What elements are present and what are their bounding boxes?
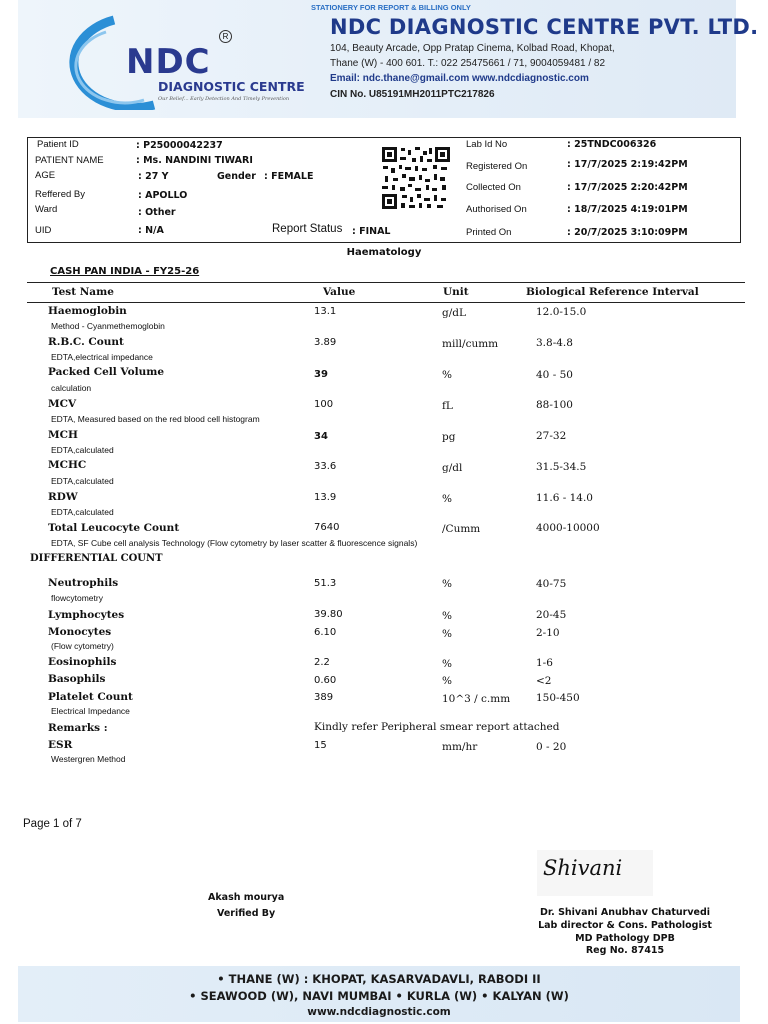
test-reference: 2-10 xyxy=(536,627,560,639)
test-name: RDW xyxy=(48,491,78,503)
remarks-value: Kindly refer Peripheral smear report attached xyxy=(314,721,560,733)
doctor-name: Dr. Shivani Anubhav Chaturvedi xyxy=(539,907,711,918)
test-name: MCHC xyxy=(48,459,87,471)
company-name: NDC DIAGNOSTIC CENTRE PVT. LTD. xyxy=(330,15,759,39)
test-name: ESR xyxy=(48,739,73,751)
test-name: Total Leucocyte Count xyxy=(48,522,180,534)
logo-subtitle: DIAGNOSTIC CENTRE xyxy=(158,79,305,94)
collected-on-value: : 17/7/2025 2:20:42PM xyxy=(567,182,688,193)
test-name: MCV xyxy=(48,398,77,410)
test-reference: 20-45 xyxy=(536,609,567,621)
test-method: Westergren Method xyxy=(51,754,126,764)
address-line-2: Thane (W) - 400 601. T.: 022 25475661 / 71, 9004059481 / 82 xyxy=(330,58,606,69)
ward-value: : Other xyxy=(138,207,176,218)
patient-id-label: Patient ID xyxy=(37,139,79,150)
uid-value: : N/A xyxy=(138,225,164,236)
column-value: Value xyxy=(323,286,356,298)
test-name: Neutrophils xyxy=(48,577,119,589)
test-name: Packed Cell Volume xyxy=(48,366,165,378)
registered-on-value: : 17/7/2025 2:19:42PM xyxy=(567,159,688,170)
test-unit: 10^3 / c.mm xyxy=(442,693,511,705)
test-method: flowcytometry xyxy=(51,593,103,603)
test-value: 3.89 xyxy=(314,337,337,348)
test-reference: 3.8-4.8 xyxy=(536,337,573,349)
test-reference: <2 xyxy=(536,675,552,687)
doctor-reg-number: Reg No. 87415 xyxy=(585,945,665,956)
branches-line-2: • SEAWOOD (W), NAVI MUMBAI • KURLA (W) • KALYAN (W) xyxy=(189,989,569,1003)
logo-tagline: Our Belief... Early Detection And Timely Prevention xyxy=(158,96,290,102)
column-reference: Biological Reference Interval xyxy=(526,286,699,298)
authorised-on-label: Authorised On xyxy=(466,204,527,215)
test-value: 13.9 xyxy=(314,492,337,503)
verifier-name: Akash mourya xyxy=(208,892,285,903)
test-value: 7640 xyxy=(314,522,340,533)
test-name: Haemoglobin xyxy=(48,305,127,317)
test-method: Method - Cyanmethemoglobin xyxy=(51,321,165,331)
test-method: calculation xyxy=(51,383,92,393)
test-value: 39.80 xyxy=(314,609,343,620)
test-unit: % xyxy=(442,610,452,622)
column-test-name: Test Name xyxy=(52,286,114,298)
test-value: 389 xyxy=(314,692,334,703)
test-reference: 1-6 xyxy=(536,657,553,669)
test-name: Lymphocytes xyxy=(48,609,125,621)
doctor-degree: MD Pathology DPB xyxy=(575,933,675,944)
referred-by-value: : APOLLO xyxy=(138,190,188,201)
test-unit: % xyxy=(442,369,452,381)
test-value: 6.10 xyxy=(314,627,337,638)
gender-value: : FEMALE xyxy=(264,171,314,182)
branches-line-1: • THANE (W) : KHOPAT, KASARVADAVLI, RABODI II xyxy=(217,972,541,986)
test-unit: mm/hr xyxy=(442,741,478,753)
table-header-rule xyxy=(27,302,745,303)
test-method: EDTA,calculated xyxy=(51,476,114,486)
test-reference: 40 - 50 xyxy=(536,369,573,381)
test-reference: 40-75 xyxy=(536,578,567,590)
test-name: Eosinophils xyxy=(48,656,117,668)
report-status-value: : FINAL xyxy=(352,226,391,237)
test-value: 34 xyxy=(314,431,328,442)
test-unit: g/dl xyxy=(442,462,463,474)
test-name: MCH xyxy=(48,429,78,441)
test-method: EDTA,calculated xyxy=(51,445,114,455)
test-value: 13.1 xyxy=(314,306,337,317)
column-unit: Unit xyxy=(443,286,469,298)
test-name: Monocytes xyxy=(48,626,112,638)
age-label: AGE xyxy=(35,170,56,181)
test-unit: % xyxy=(442,493,452,505)
patient-name-value: : Ms. NANDINI TIWARI xyxy=(136,155,253,166)
test-name: Platelet Count xyxy=(48,691,133,703)
test-reference: 31.5-34.5 xyxy=(536,461,587,473)
footer-website: www.ndcdiagnostic.com xyxy=(307,1006,451,1018)
collected-on-label: Collected On xyxy=(466,182,521,193)
test-unit: % xyxy=(442,658,452,670)
test-value: 100 xyxy=(314,399,334,410)
uid-label: UID xyxy=(35,225,52,236)
test-value: 0.60 xyxy=(314,675,337,686)
test-method: Electrical Impedance xyxy=(51,706,130,716)
test-value: 33.6 xyxy=(314,461,337,472)
test-value: 51.3 xyxy=(314,578,337,589)
test-reference: 27-32 xyxy=(536,430,567,442)
test-name: Basophils xyxy=(48,673,106,685)
ward-label: Ward xyxy=(35,204,58,215)
test-unit: % xyxy=(442,628,452,640)
registered-mark-icon: R xyxy=(219,30,232,43)
test-value: 15 xyxy=(314,740,327,751)
printed-on-value: : 20/7/2025 3:10:09PM xyxy=(567,227,688,238)
patient-id-value: : P25000042237 xyxy=(136,140,223,151)
authorised-on-value: : 18/7/2025 4:19:01PM xyxy=(567,204,688,215)
cin-number: CIN No. U85191MH2011PTC217826 xyxy=(330,89,495,100)
patient-name-label: PATIENT NAME xyxy=(35,155,104,166)
address-line-1: 104, Beauty Arcade, Opp Pratap Cinema, Kolbad Road, Khopat, xyxy=(330,43,615,54)
test-unit: /Cumm xyxy=(442,523,481,535)
registered-on-label: Registered On xyxy=(466,161,528,172)
qr-code-icon xyxy=(381,146,451,210)
signature-image: Shivani xyxy=(543,856,623,880)
lab-id-label: Lab Id No xyxy=(466,139,508,150)
test-method: EDTA,electrical impedance xyxy=(51,352,153,362)
test-method: EDTA, Measured based on the red blood cell histogram xyxy=(51,414,260,424)
test-value: 39 xyxy=(314,369,328,380)
gender-label: Gender xyxy=(217,171,256,182)
test-reference: 88-100 xyxy=(536,399,573,411)
logo-text: NDC xyxy=(126,42,211,82)
email-website: Email: ndc.thane@gmail.com www.ndcdiagnostic.com xyxy=(330,73,589,84)
test-unit: pg xyxy=(442,431,456,443)
section-differential-count: DIFFERENTIAL COUNT xyxy=(30,553,163,564)
verified-by-label: Verified By xyxy=(217,908,276,919)
test-unit: % xyxy=(442,675,452,687)
test-reference: 11.6 - 14.0 xyxy=(536,492,593,504)
department-title: Haematology xyxy=(346,247,422,258)
referred-by-label: Reffered By xyxy=(35,189,85,200)
test-reference: 0 - 20 xyxy=(536,741,567,753)
test-value: 2.2 xyxy=(314,657,330,668)
doctor-title: Lab director & Cons. Pathologist xyxy=(538,920,712,931)
page-number: Page 1 of 7 xyxy=(23,818,82,830)
test-name: R.B.C. Count xyxy=(48,336,124,348)
test-unit: mill/cumm xyxy=(442,338,499,350)
test-unit: fL xyxy=(442,400,453,412)
test-reference: 12.0-15.0 xyxy=(536,306,587,318)
test-reference: 150-450 xyxy=(536,692,580,704)
test-reference: 4000-10000 xyxy=(536,522,600,534)
lab-id-value: : 25TNDC006326 xyxy=(567,139,657,150)
test-method: EDTA,calculated xyxy=(51,507,114,517)
printed-on-label: Printed On xyxy=(466,227,512,238)
test-unit: g/dL xyxy=(442,307,466,319)
remarks-label: Remarks : xyxy=(48,722,108,734)
stationery-note: STATIONERY FOR REPORT & BILLING ONLY xyxy=(311,3,471,12)
age-value: : 27 Y xyxy=(138,171,169,182)
panel-name: CASH PAN INDIA - FY25-26 xyxy=(50,266,200,277)
test-method: EDTA, SF Cube cell analysis Technology (Flow cytometry by laser scatter & fluorescence signals) xyxy=(51,538,418,548)
table-header-rule xyxy=(27,282,745,283)
test-unit: % xyxy=(442,578,452,590)
test-method: (Flow cytometry) xyxy=(51,641,114,651)
report-status-label: Report Status xyxy=(272,223,343,235)
